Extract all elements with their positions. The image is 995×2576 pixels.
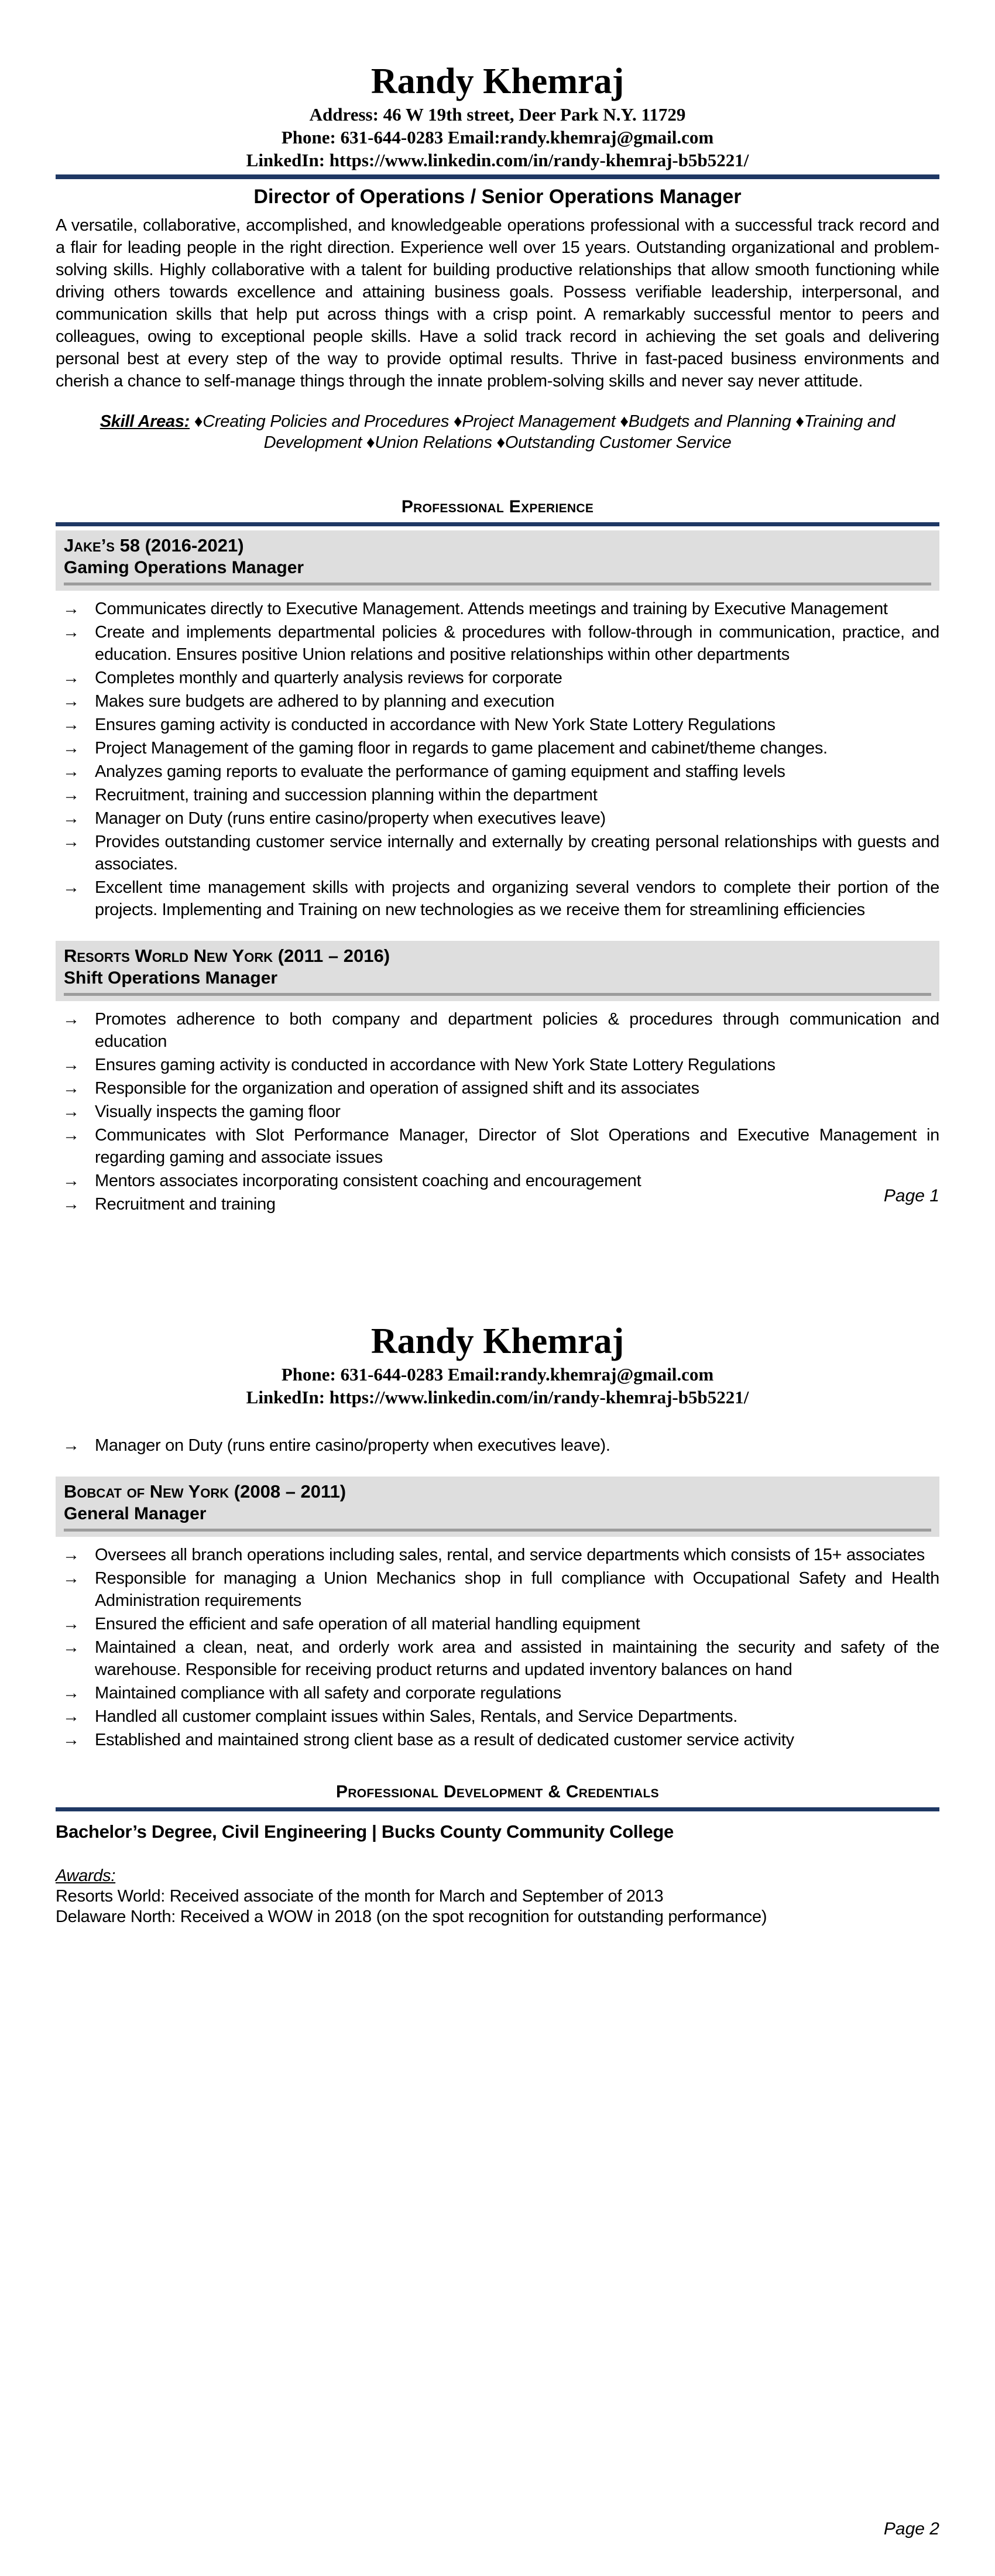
job-entry-header-resorts-world [56, 941, 939, 1001]
contact-linkedin: LinkedIn: https://www.linkedin.com/in/randy-khemraj-b5b5221/ [246, 150, 749, 170]
bullet-item [56, 1567, 939, 1612]
candidate-name: Randy Khemraj [370, 1321, 625, 1361]
bullet-text: Project Management of the gaming floor in regards to game placement and cabinet/theme changes. [95, 739, 828, 758]
bullet-text: Analyzes gaming reports to evaluate the performance of gaming equipment and staffing levels [95, 762, 785, 781]
skill-areas [56, 411, 939, 453]
bullet-text: Established and maintained strong client base as a result of dedicated customer service activity [95, 1731, 794, 1749]
job-role: Shift Operations Manager [64, 968, 278, 988]
job-entry-header-bobcat [56, 1477, 939, 1537]
contact-phone-email: Phone: 631-644-0283 Email:randy.khemraj@gmail.com [281, 127, 714, 148]
bullet-text: Makes sure budgets are adhered to by planning and execution [95, 692, 555, 711]
job-company: Bobcat of New York (2008 – 2011) [64, 1481, 346, 1502]
bullet-item [56, 1434, 939, 1457]
bullet-text: Completes monthly and quarterly analysis reviews for corporate [95, 669, 562, 687]
bullet-text: Maintained a clean, neat, and orderly work area and assisted in maintaining the security and safety of the warehouse. Responsible for receiving product returns and updated inventory balances on hand [95, 1638, 939, 1679]
bullet-text: Responsible for the organization and operation of assigned shift and its associates [95, 1079, 699, 1098]
bullet-item [56, 1193, 939, 1215]
bullet-item [56, 1101, 939, 1123]
bullet-item [56, 621, 939, 666]
bullet-item [56, 1613, 939, 1635]
bullet-item [56, 761, 939, 783]
bullet-text: Ensured the efficient and safe operation of all material handling equipment [95, 1615, 640, 1633]
bullet-list-jakes-58 [56, 598, 939, 921]
skill-areas-list: ♦Creating Policies and Procedures ♦Project Management ♦Budgets and Planning ♦Training and Development ♦Union Relations ♦Outstanding Customer Service [194, 412, 896, 452]
arrow-bullet-icon: → [63, 786, 80, 804]
bullet-text: Provides outstanding customer service internally and externally by creating personal relationships with guests and associates. [95, 833, 939, 873]
job-company: Resorts World New York (2011 – 2016) [64, 946, 390, 966]
arrow-bullet-icon: → [63, 878, 80, 897]
summary-paragraph: A versatile, collaborative, accomplished, and knowledgeable operations professional with a successful track record and a flair for leading people in the right direction. Experience well over 15 years. Outstanding organizational and problem-solving skills. Highly collaborative with a talent for building productive relationships that allow smooth functioning while driving others towards excellence and attaining business goals. Possess verifiable leadership, interpersonal, and communication skills that help put across things with a crisp point. A remarkably successful mentor to peers and colleagues, owing to exceptional people skills. Have a solid track record in achieving the set goals and delivering personal best at every step of the way to provide optimal results. Thrive in fast-paced business environments and cherish a chance to self-manage things through the innate problem-solving skills and never say never attitude. [56, 216, 939, 390]
arrow-bullet-icon: → [63, 669, 80, 687]
arrow-bullet-icon: → [63, 1079, 80, 1098]
contact-linkedin: LinkedIn: https://www.linkedin.com/in/randy-khemraj-b5b5221/ [246, 1387, 749, 1407]
bullet-item [56, 784, 939, 806]
job-divider [64, 1529, 931, 1532]
bullet-text: Mentors associates incorporating consistent coaching and encouragement [95, 1171, 641, 1190]
carryover-bullet-list [56, 1434, 939, 1457]
resume-page-2 [0, 1288, 995, 2576]
page-header [56, 60, 939, 179]
arrow-bullet-icon: → [63, 1707, 80, 1726]
job-entry-header-jakes-58 [56, 530, 939, 591]
bullet-item [56, 667, 939, 689]
bullet-item [56, 1729, 939, 1751]
bullet-text: Oversees all branch operations including sales, rental, and service departments which consists of 15+ associates [95, 1546, 925, 1564]
bullet-item [56, 1008, 939, 1053]
bullet-text: Handled all customer complaint issues within Sales, Rentals, and Service Departments. [95, 1707, 737, 1726]
award-item: Delaware North: Received a WOW in 2018 (on the spot recognition for outstanding performance) [56, 1907, 767, 1926]
job-divider [64, 583, 931, 585]
arrow-bullet-icon: → [63, 1102, 80, 1121]
bullet-list-resorts-world [56, 1008, 939, 1215]
bullet-item [56, 1077, 939, 1099]
bullet-item [56, 876, 939, 921]
awards-label: Awards: [56, 1866, 116, 1885]
bullet-item [56, 1054, 939, 1076]
bullet-item [56, 1544, 939, 1566]
bullet-item [56, 1682, 939, 1704]
bullet-text: Visually inspects the gaming floor [95, 1102, 341, 1121]
award-item: Resorts World: Received associate of the month for March and September of 2013 [56, 1887, 664, 1906]
arrow-bullet-icon: → [63, 833, 80, 851]
arrow-bullet-icon: → [63, 1126, 80, 1145]
bullet-item [56, 690, 939, 712]
job-role: General Manager [64, 1504, 207, 1523]
bullet-item [56, 714, 939, 736]
bullet-text: Responsible for managing a Union Mechanics shop in full compliance with Occupational Safety and Health Administration requirements [95, 1569, 939, 1610]
bullet-text: Maintained compliance with all safety and corporate regulations [95, 1684, 561, 1703]
bullet-text: Recruitment and training [95, 1195, 276, 1214]
bullet-item [56, 737, 939, 759]
degree-line: Bachelor’s Degree, Civil Engineering | Bucks County Community College [56, 1821, 674, 1842]
bullet-text: Ensures gaming activity is conducted in accordance with New York State Lottery Regulations [95, 1056, 776, 1074]
candidate-name: Randy Khemraj [370, 61, 625, 101]
document-title: Director of Operations / Senior Operations Manager [253, 186, 742, 208]
bullet-item [56, 1636, 939, 1681]
arrow-bullet-icon: → [63, 1010, 80, 1029]
job-divider [64, 993, 931, 996]
skill-areas-label: Skill Areas: [100, 412, 190, 431]
arrow-bullet-icon: → [63, 1436, 80, 1455]
arrow-bullet-icon: → [63, 1546, 80, 1564]
arrow-bullet-icon: → [63, 1684, 80, 1703]
bullet-item [56, 1124, 939, 1169]
arrow-bullet-icon: → [63, 692, 80, 711]
arrow-bullet-icon: → [63, 1569, 80, 1588]
arrow-bullet-icon: → [63, 1171, 80, 1190]
bullet-list-bobcat [56, 1544, 939, 1751]
job-company: Jake’s 58 (2016-2021) [64, 535, 244, 556]
section-heading-professional-experience: Professional Experience [401, 497, 594, 516]
section-heading-professional-development: Professional Development & Credentials [336, 1782, 659, 1801]
arrow-bullet-icon: → [63, 809, 80, 828]
arrow-bullet-icon: → [63, 600, 80, 618]
section-heading-rule [56, 1807, 939, 1811]
bullet-text: Communicates with Slot Performance Manager, Director of Slot Operations and Executive Management in regarding gaming and associate issues [95, 1126, 939, 1167]
bullet-text: Promotes adherence to both company and department policies & procedures through communication and education [95, 1010, 939, 1051]
arrow-bullet-icon: → [63, 1731, 80, 1749]
contact-phone-email: Phone: 631-644-0283 Email:randy.khemraj@gmail.com [281, 1364, 714, 1385]
job-role: Gaming Operations Manager [64, 558, 304, 577]
arrow-bullet-icon: → [63, 762, 80, 781]
bullet-text: Excellent time management skills with projects and organizing several vendors to complete their portion of the projects. Implementing and Training on new technologies as we receive them for streamlining efficiencies [95, 878, 939, 919]
bullet-item [56, 1705, 939, 1728]
arrow-bullet-icon: → [63, 1195, 80, 1214]
bullet-item [56, 1170, 939, 1192]
bullet-text: Communicates directly to Executive Management. Attends meetings and training by Executive Management [95, 600, 888, 618]
page-number: Page 2 [883, 2519, 939, 2539]
header-rule [56, 174, 939, 179]
page-number: Page 1 [883, 1186, 939, 1205]
contact-address: Address: 46 W 19th street, Deer Park N.Y. 11729 [309, 104, 686, 125]
bullet-text: Manager on Duty (runs entire casino/property when executives leave). [95, 1436, 610, 1455]
bullet-text: Manager on Duty (runs entire casino/property when executives leave) [95, 809, 606, 828]
bullet-item [56, 598, 939, 620]
arrow-bullet-icon: → [63, 623, 80, 642]
bullet-text: Create and implements departmental policies & procedures with follow-through in communication, practice, and education. Ensures positive Union relations and positive relationships within other departments [95, 623, 939, 664]
bullet-item [56, 831, 939, 875]
page-header [56, 1320, 939, 1409]
arrow-bullet-icon: → [63, 739, 80, 758]
section-heading-rule [56, 522, 939, 526]
arrow-bullet-icon: → [63, 1615, 80, 1633]
bullet-text: Ensures gaming activity is conducted in accordance with New York State Lottery Regulations [95, 715, 776, 734]
arrow-bullet-icon: → [63, 1056, 80, 1074]
bullet-text: Recruitment, training and succession planning within the department [95, 786, 598, 804]
arrow-bullet-icon: → [63, 715, 80, 734]
bullet-item [56, 807, 939, 830]
arrow-bullet-icon: → [63, 1638, 80, 1657]
